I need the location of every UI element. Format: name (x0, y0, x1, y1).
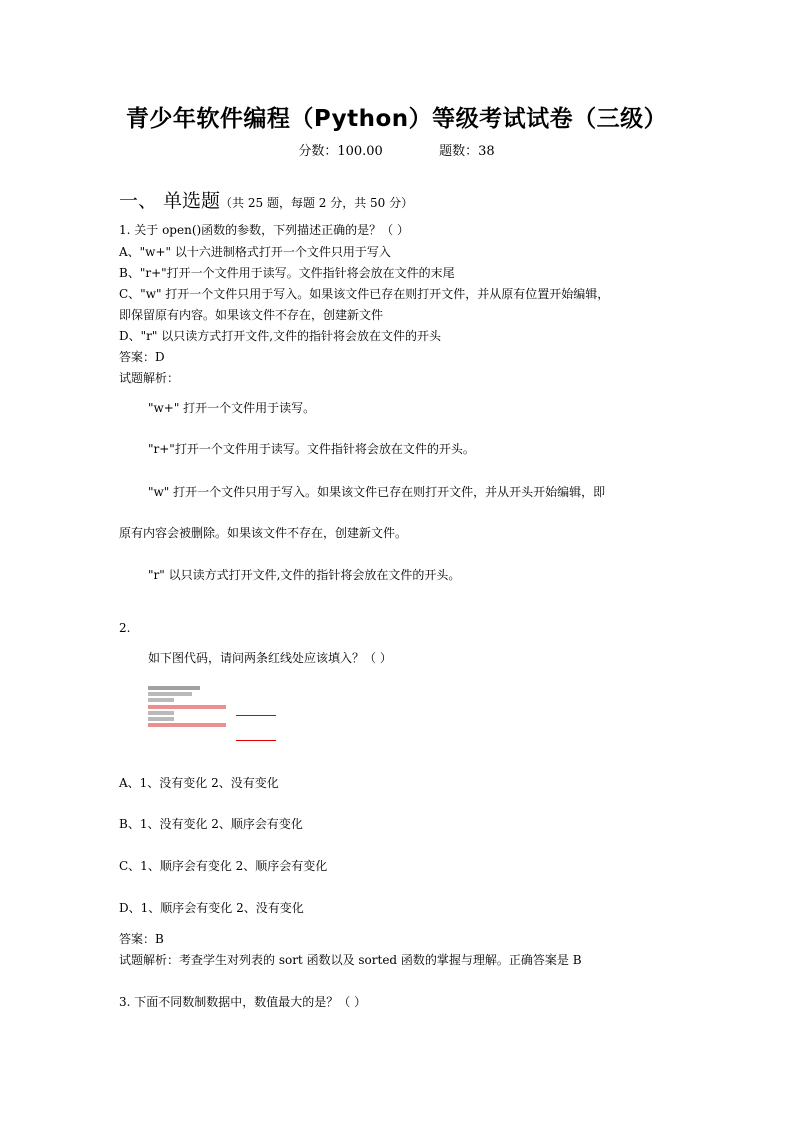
question-count-label: 题数：38 (439, 144, 495, 159)
q1-option-b: B、"r+"打开一个文件用于读写。文件指针将会放在文件的末尾 (119, 266, 455, 280)
q1-explanation-4: "r" 以只读方式打开文件,文件的指针将会放在文件的开头。 (148, 568, 461, 582)
q2-option-a: A、1、没有变化 2、没有变化 (119, 776, 279, 790)
q1-option-c-line2: 即保留原有内容。如果该文件不存在，创建新文件 (119, 308, 384, 322)
code-line (148, 686, 200, 690)
section-heading (119, 186, 413, 213)
section-title: 一、 单选题 (119, 190, 221, 212)
q2-code-image (148, 686, 278, 744)
q2-number: 2. (119, 621, 131, 635)
code-line (148, 698, 174, 702)
q1-explanation-3b: 原有内容会被删除。如果该文件不存在，创建新文件。 (119, 526, 408, 540)
red-blank-line-1 (236, 715, 276, 716)
code-line-red (148, 723, 226, 727)
code-line (148, 692, 192, 696)
q2-answer: 答案：B (119, 932, 164, 946)
q2-option-c: C、1、顺序会有变化 2、顺序会有变化 (119, 859, 328, 873)
code-line (148, 711, 174, 715)
q3-stem: 3. 下面不同数制数据中，数值最大的是？（ ） (119, 995, 367, 1009)
q1-stem: 1. 关于 open()函数的参数，下列描述正确的是？（ ） (119, 223, 409, 237)
code-line (148, 717, 174, 721)
q1-option-a: A、"w+" 以十六进制格式打开一个文件只用于写入 (119, 245, 391, 259)
q2-stem: 如下图代码，请问两条红线处应该填入？（ ） (148, 651, 392, 665)
q1-explanation-1: "w+" 打开一个文件用于读写。 (148, 401, 316, 415)
q1-explanation-3a: "w" 打开一个文件只用于写入。如果该文件已存在则打开文件，并从开头开始编辑，即 (148, 485, 606, 499)
exam-meta (0, 140, 793, 159)
code-line-red (148, 705, 226, 709)
score-label: 分数：100.00 (298, 144, 383, 159)
q1-explanation-2: "r+"打开一个文件用于读写。文件指针将会放在文件的开头。 (148, 442, 475, 456)
q1-answer: 答案：D (119, 350, 165, 364)
section-note: （共 25 题，每题 2 分，共 50 分） (220, 196, 414, 210)
q1-option-d: D、"r" 以只读方式打开文件,文件的指针将会放在文件的开头 (119, 329, 442, 343)
page-title: 青少年软件编程（Python）等级考试试卷（三级） (125, 106, 668, 132)
q1-analysis-label: 试题解析： (119, 371, 180, 385)
q2-analysis: 试题解析：考查学生对列表的 sort 函数以及 sorted 函数的掌握与理解。正确答案是 B (119, 953, 582, 967)
q2-option-b: B、1、没有变化 2、顺序会有变化 (119, 817, 303, 831)
q1-option-c-line1: C、"w" 打开一个文件只用于写入。如果该文件已存在则打开文件，并从原有位置开始编辑， (119, 287, 610, 301)
red-blank-line-2 (236, 740, 276, 741)
q2-option-d: D、1、顺序会有变化 2、没有变化 (119, 901, 304, 915)
